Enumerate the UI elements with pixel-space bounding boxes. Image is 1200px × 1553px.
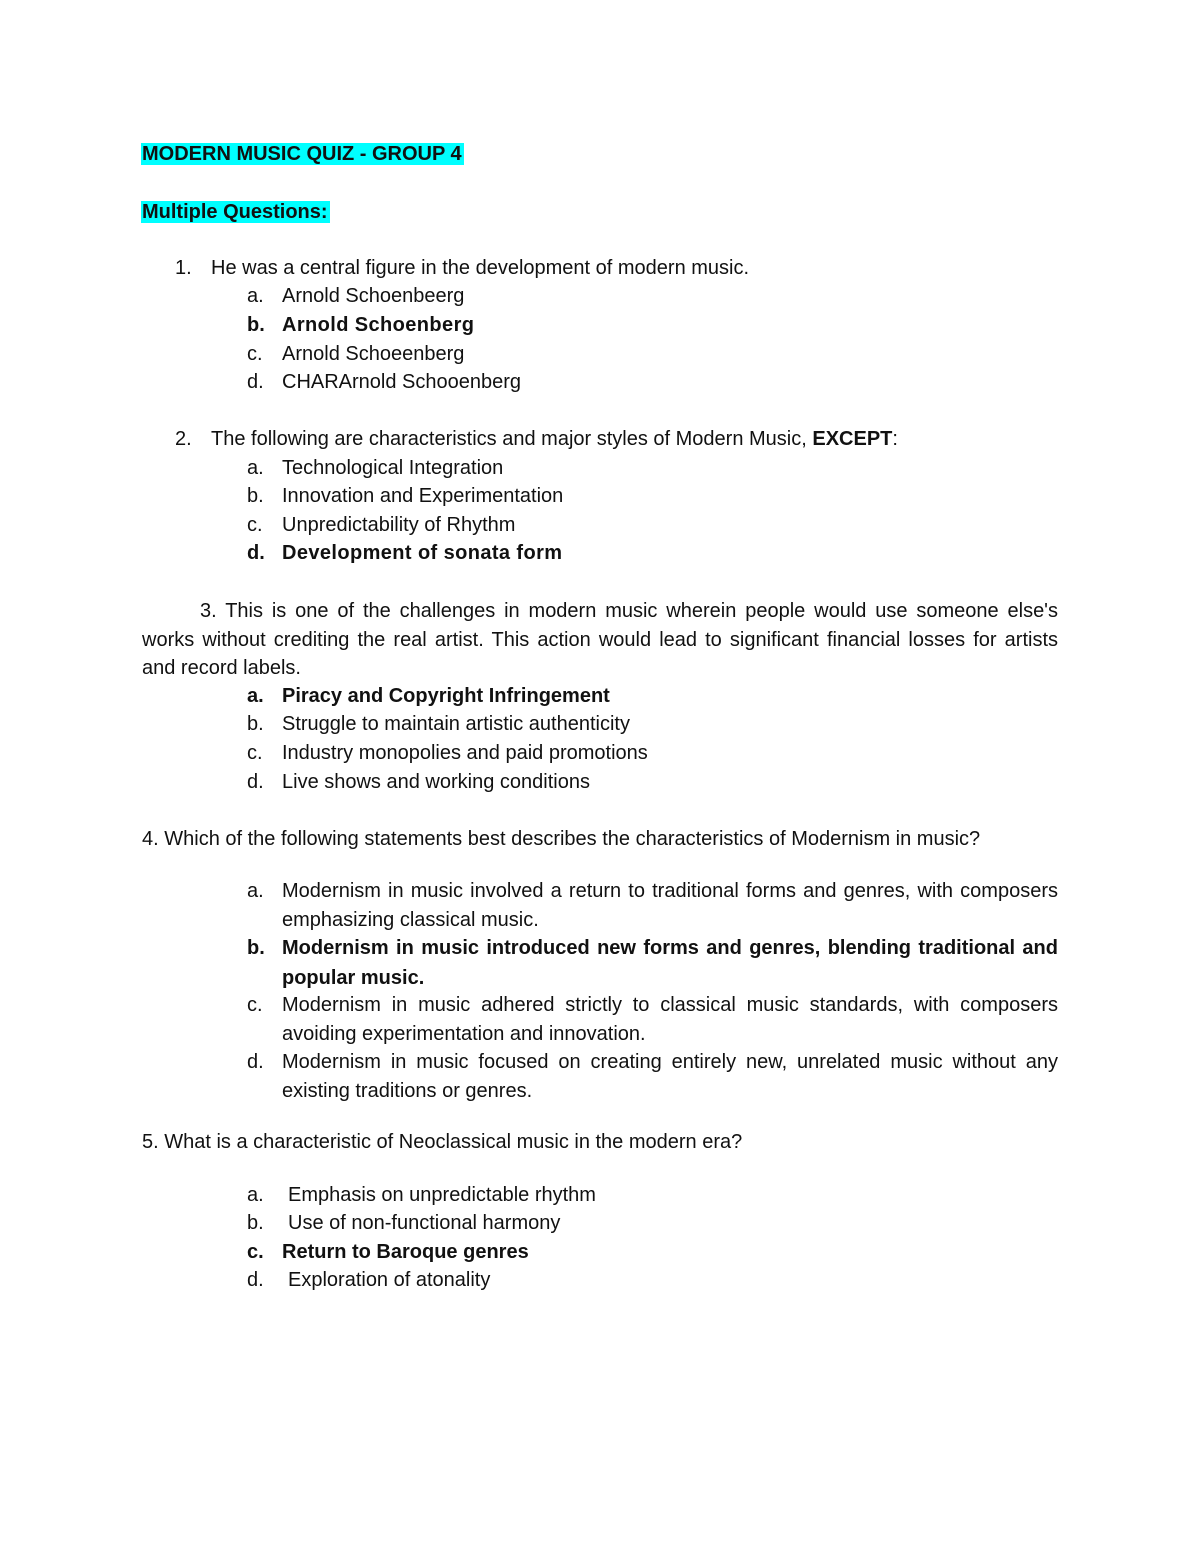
option-letter: c. (247, 742, 263, 764)
question-body: This is one of the challenges in modern music wherein people would use someone else's works without crediting the real artist. This action would lead to significant financial losses for artists and record labels. (142, 600, 1059, 679)
option-letter: d. (247, 1051, 264, 1073)
option-letter: d. (247, 371, 264, 393)
section-heading-text: Multiple Questions: (142, 201, 328, 223)
option-text: Modernism in music involved a return to traditional forms and genres, with composers emphasizing classical music. (282, 880, 1058, 931)
option-text: Emphasis on unpredictable rhythm (288, 1184, 596, 1206)
option-text: Unpredictability of Rhythm (282, 514, 516, 536)
question-body: What is a characteristic of Neoclassical music in the modern era? (164, 1131, 743, 1153)
question-number: 4. (142, 828, 159, 850)
option-text: Modernism in music focused on creating entirely new, unrelated music without any existing traditions or genres. (282, 1051, 1058, 1102)
option-text-correct: Return to Baroque genres (282, 1241, 529, 1263)
option-letter: a. (247, 1184, 264, 1206)
option-text-correct: Arnold Schoenberg (282, 314, 475, 336)
option-letter: d. (247, 1269, 264, 1291)
option-letter-correct: c. (247, 1241, 264, 1263)
option-letter: c. (247, 994, 263, 1016)
option-letter: a. (247, 880, 264, 902)
question-text-start: The following are characteristics and major styles of Modern Music, (211, 428, 813, 450)
option-letter-correct: b. (247, 314, 265, 336)
question-text (142, 1128, 742, 1156)
option-text: CHARArnold Schooenberg (282, 371, 522, 393)
option-letter-correct: d. (247, 542, 265, 564)
question-number: 2. (175, 428, 192, 450)
option-text: Innovation and Experimentation (282, 485, 564, 507)
option-text: Arnold Schoenbeerg (282, 285, 465, 307)
option-letter: b. (247, 1212, 264, 1234)
option-text: Modernism in music adhered strictly to classical music standards, with composers avoiding experimentation and innovation. (282, 994, 1058, 1045)
question-text: He was a central figure in the development of modern music. (211, 257, 750, 279)
option-text: Industry monopolies and paid promotions (282, 742, 648, 764)
option-text: Technological Integration (282, 457, 504, 479)
option-letter: c. (247, 343, 263, 365)
document-title-text: MODERN MUSIC QUIZ - GROUP 4 (142, 143, 462, 165)
option-text: Struggle to maintain artistic authenticity (282, 713, 630, 735)
option-letter-correct: b. (247, 937, 265, 959)
question-text (142, 825, 980, 853)
question-number: 5. (142, 1131, 159, 1153)
option-text-correct: Development of sonata form (282, 542, 563, 564)
question-text-emphasis: EXCEPT (812, 428, 893, 450)
document-title (141, 140, 464, 168)
question-text-end: : (892, 428, 898, 450)
option-letter: b. (247, 485, 264, 507)
option-letter: a. (247, 457, 264, 479)
option-letter: c. (247, 514, 263, 536)
question-text (142, 597, 1058, 683)
question-body: Which of the following statements best describes the characteristics of Modernism in music? (164, 828, 981, 850)
option-text-correct: Modernism in music introduced new forms and genres, blending traditional and popular music. (282, 937, 1058, 989)
option-letter: b. (247, 713, 264, 735)
option-text: Exploration of atonality (288, 1269, 491, 1291)
option-text: Arnold Schoeenberg (282, 343, 465, 365)
option-text: Live shows and working conditions (282, 771, 590, 793)
option-text-correct: Piracy and Copyright Infringement (282, 685, 610, 707)
question-number: 3. (200, 600, 217, 622)
question-text (211, 425, 898, 453)
question-number: 1. (175, 257, 192, 279)
option-letter-correct: a. (247, 685, 264, 707)
option-letter: a. (247, 285, 264, 307)
section-heading (141, 198, 330, 226)
option-letter: d. (247, 771, 264, 793)
option-text: Use of non-functional harmony (288, 1212, 561, 1234)
